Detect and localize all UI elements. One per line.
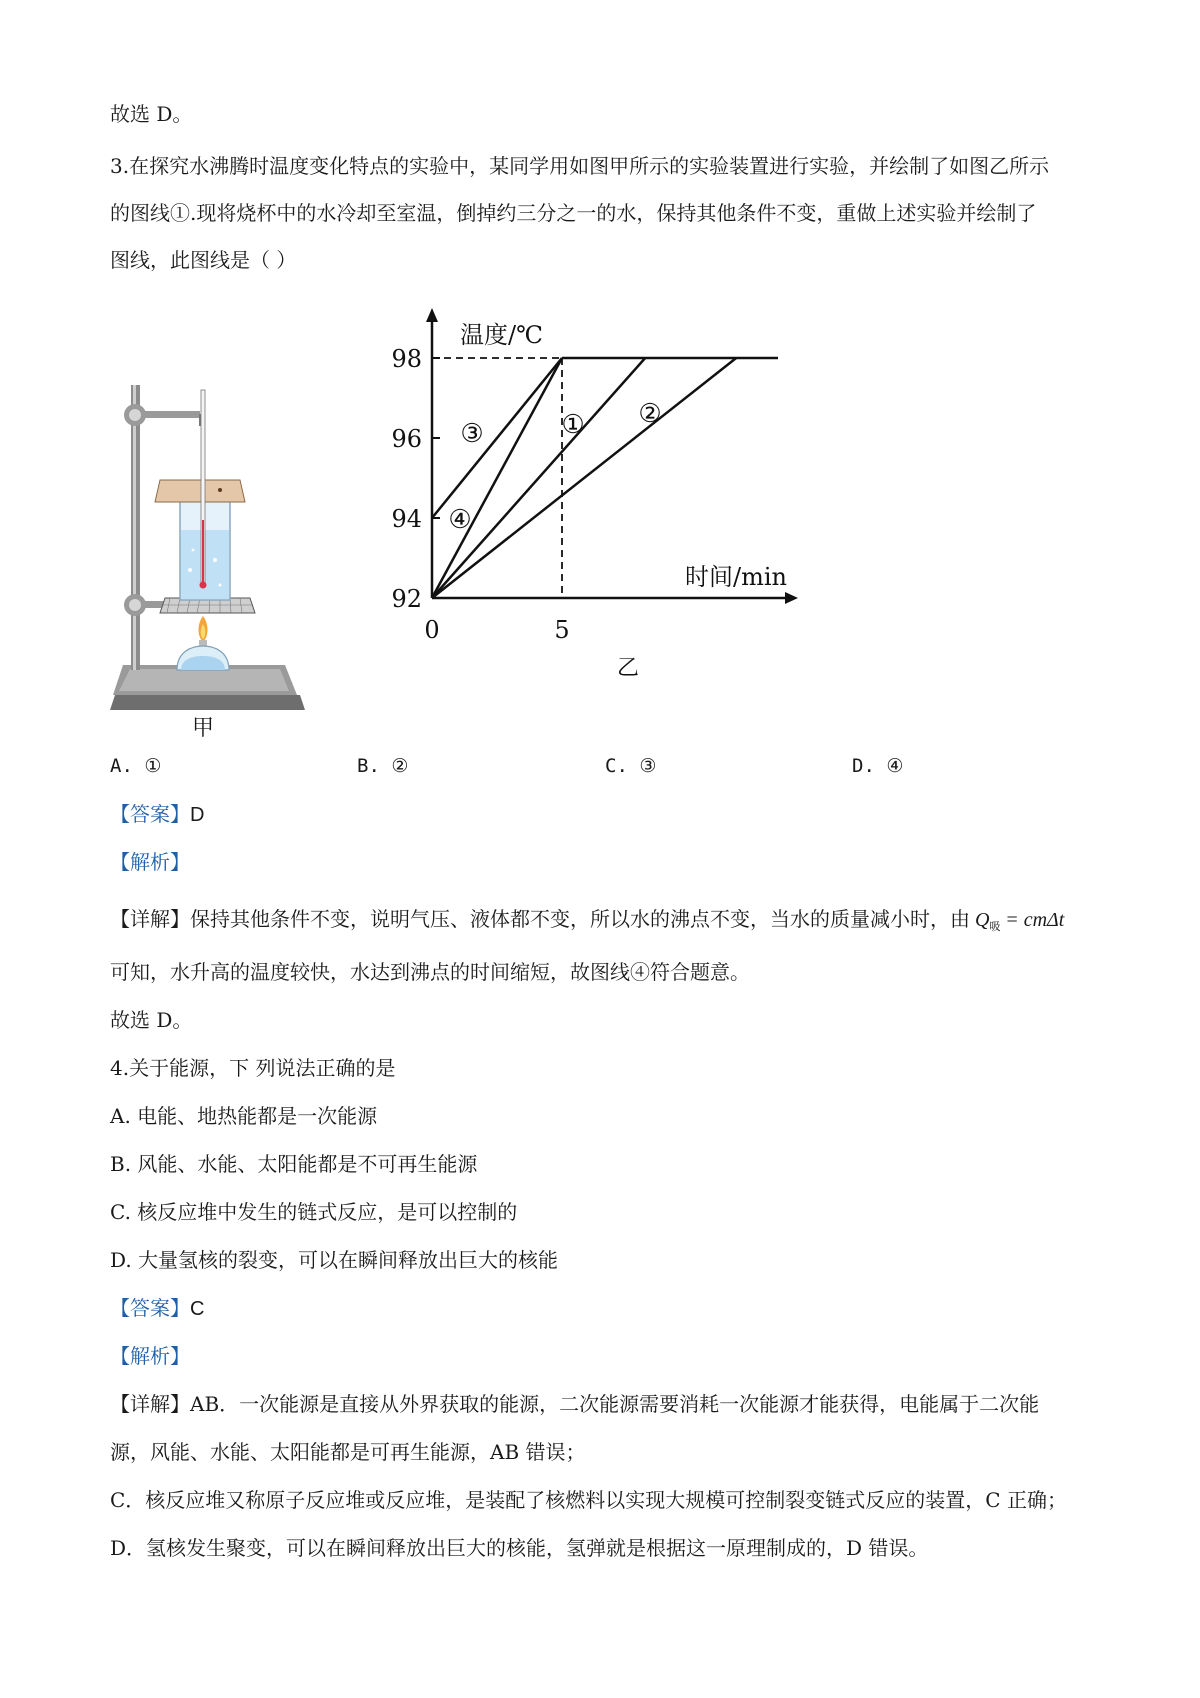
y-tick-label: 96 [391,425,422,453]
series-label: ① [561,410,585,440]
series-label: ② [638,399,662,429]
q4-detail-line3: C．核反应堆又称原子反应堆或反应堆，是装配了核燃料以实现大规模可控制裂变链式反应的装置，C 正确； [110,1488,1067,1512]
q4-option-d[interactable]: D. 大量氢核的裂变，可以在瞬间释放出巨大的核能 [110,1248,559,1272]
figure-jia-apparatus [105,370,305,740]
series-line [432,358,736,598]
x-axis-arrow [785,592,798,604]
y-tick-label: 94 [391,505,422,533]
q4-stem: 4.关于能源，下 列说法正确的是 [110,1056,396,1080]
q3-stem-line2: 的图线①.现将烧杯中的水冷却至室温，倒掉约三分之一的水，保持其他条件不变，重做上述实验并绘制了 [110,201,1037,225]
figure-yi-caption: 乙 [616,656,640,681]
q4-detail-line4: D．氢核发生聚变，可以在瞬间释放出巨大的核能，氢弹就是根据这一原理制成的，D 错误。 [110,1536,929,1560]
q4-detail-line2: 源，风能、水能、太阳能都是可再生能源，AB 错误； [110,1440,586,1464]
q3-option-d[interactable]: D. ④ [852,755,904,777]
y-axis-arrow [426,308,438,322]
y-axis-label: 温度/℃ [460,321,543,349]
q4-option-c[interactable]: C. 核反应堆中发生的链式反应，是可以控制的 [110,1200,518,1224]
series-line [432,358,562,518]
y-tick-label: 92 [391,585,422,613]
x-axis-label: 时间/min [685,563,787,591]
figure-yi-chart [380,300,860,740]
q3-detail-line1: 【详解】保持其他条件不变，说明气压、液体都不变，所以水的沸点不变，当水的质量减小时，由 $Q_吸 = cm\Delta t$ [110,907,1065,933]
series-label: ④ [448,505,472,535]
q3-option-c[interactable]: C. ③ [605,755,657,777]
q4-analysis-tag: 【解析】 [110,1344,190,1368]
previous-conclusion: 故选 D。 [110,102,193,126]
stand-base [110,695,305,710]
q4-detail-line1: 【详解】AB．一次能源是直接从外界获取的能源，二次能源需要消耗一次能源才能获得，电能属于二次能 [110,1392,1040,1416]
figure-jia-caption: 甲 [191,716,215,740]
x-tick-label: 5 [554,616,570,644]
q3-detail-line2: 可知，水升高的温度较快，水达到沸点的时间缩短，故图线④符合题意。 [110,960,750,984]
q3-stem-line1: 3.在探究水沸腾时温度变化特点的实验中，某同学用如图甲所示的实验装置进行实验，并绘制了如图乙所示 [110,154,1050,178]
formula-q-cm-dt: $Q_吸 = cm\Delta t$ [975,909,1065,933]
q3-answer: 【答案】D [110,802,205,826]
y-tick-label: 98 [391,345,422,373]
q4-option-b[interactable]: B. 风能、水能、太阳能都是不可再生能源 [110,1152,478,1176]
series-label: ③ [460,419,484,449]
cardboard-lid [155,480,245,502]
q3-stem-line3: 图线，此图线是（ ） [110,248,297,272]
series-line [432,358,562,598]
q3-analysis-tag: 【解析】 [110,850,190,874]
q3-option-a[interactable]: A. ① [110,755,162,777]
q3-conclusion: 故选 D。 [110,1008,193,1032]
q4-option-a[interactable]: A. 电能、地热能都是一次能源 [110,1104,378,1128]
origin-label: 0 [424,616,440,644]
q3-option-b[interactable]: B. ② [357,755,409,777]
q4-answer: 【答案】C [110,1296,205,1320]
